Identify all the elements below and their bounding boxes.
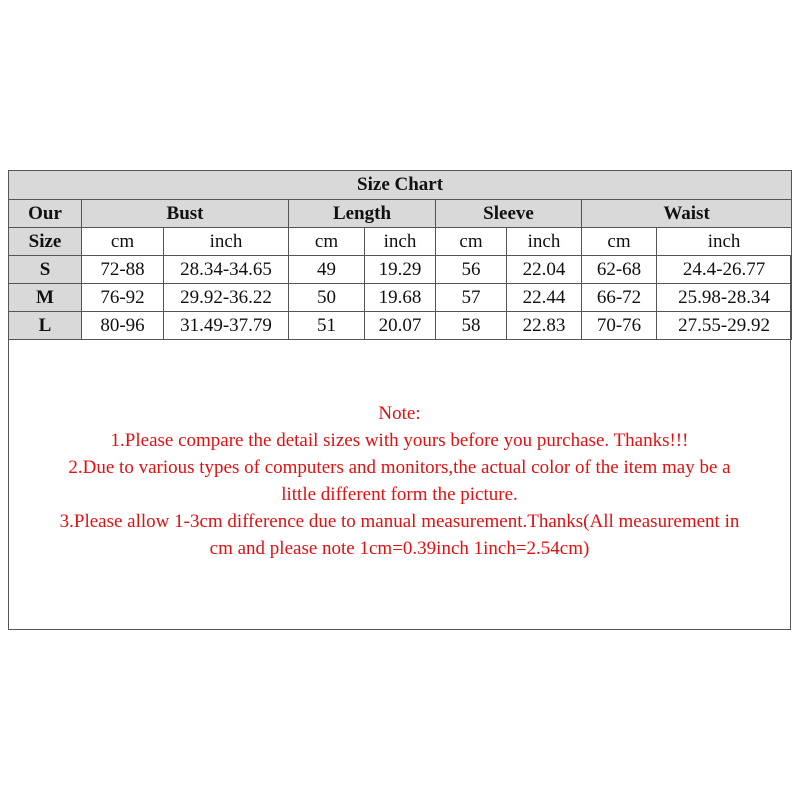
chart-title: Size Chart bbox=[9, 171, 792, 200]
our-size-header-line2: Size bbox=[9, 228, 82, 256]
length-header: Length bbox=[289, 200, 436, 228]
unit-header: cm bbox=[582, 228, 657, 256]
table-cell: 22.83 bbox=[507, 312, 582, 340]
table-cell: 27.55-29.92 bbox=[657, 312, 792, 340]
size-label: L bbox=[9, 312, 82, 340]
table-cell: 72-88 bbox=[82, 256, 164, 284]
unit-header: cm bbox=[436, 228, 507, 256]
unit-row bbox=[9, 228, 792, 256]
table-cell: 31.49-37.79 bbox=[164, 312, 289, 340]
table-cell: 49 bbox=[289, 256, 365, 284]
table-cell: 28.34-34.65 bbox=[164, 256, 289, 284]
size-label: M bbox=[9, 284, 82, 312]
notes-section bbox=[8, 400, 791, 562]
waist-header: Waist bbox=[582, 200, 792, 228]
table-row bbox=[9, 312, 792, 340]
our-size-header-line1: Our bbox=[9, 200, 82, 228]
table-cell: 29.92-36.22 bbox=[164, 284, 289, 312]
unit-header: inch bbox=[507, 228, 582, 256]
note-heading: Note: bbox=[378, 403, 421, 424]
note-1: 1.Please compare the detail sizes with yours before you purchase. Thanks!!! bbox=[110, 430, 689, 451]
table-cell: 66-72 bbox=[582, 284, 657, 312]
size-table bbox=[8, 170, 792, 340]
table-cell: 20.07 bbox=[365, 312, 436, 340]
unit-header: cm bbox=[82, 228, 164, 256]
note-3-line-2: cm and please note 1cm=0.39inch 1inch=2.54cm) bbox=[209, 538, 590, 559]
table-cell: 56 bbox=[436, 256, 507, 284]
title-row bbox=[9, 171, 792, 200]
table-cell: 58 bbox=[436, 312, 507, 340]
note-3-line-1: 3.Please allow 1-3cm difference due to manual measurement.Thanks(All measurement in bbox=[59, 511, 740, 532]
size-label: S bbox=[9, 256, 82, 284]
table-cell: 57 bbox=[436, 284, 507, 312]
table-cell: 25.98-28.34 bbox=[657, 284, 792, 312]
table-cell: 19.68 bbox=[365, 284, 436, 312]
table-cell: 70-76 bbox=[582, 312, 657, 340]
table-row bbox=[9, 284, 792, 312]
unit-header: inch bbox=[164, 228, 289, 256]
table-cell: 62-68 bbox=[582, 256, 657, 284]
note-2-line-2: little different form the picture. bbox=[281, 484, 518, 505]
table-cell: 24.4-26.77 bbox=[657, 256, 792, 284]
sleeve-header: Sleeve bbox=[436, 200, 582, 228]
table-cell: 80-96 bbox=[82, 312, 164, 340]
table-cell: 51 bbox=[289, 312, 365, 340]
unit-header: inch bbox=[365, 228, 436, 256]
table-cell: 76-92 bbox=[82, 284, 164, 312]
note-2-line-1: 2.Due to various types of computers and monitors,the actual color of the item may be a bbox=[68, 457, 731, 478]
unit-header: cm bbox=[289, 228, 365, 256]
table-cell: 19.29 bbox=[365, 256, 436, 284]
table-cell: 50 bbox=[289, 284, 365, 312]
table-cell: 22.04 bbox=[507, 256, 582, 284]
header-row bbox=[9, 200, 792, 228]
bust-header: Bust bbox=[82, 200, 289, 228]
unit-header: inch bbox=[657, 228, 792, 256]
table-cell: 22.44 bbox=[507, 284, 582, 312]
table-row bbox=[9, 256, 792, 284]
